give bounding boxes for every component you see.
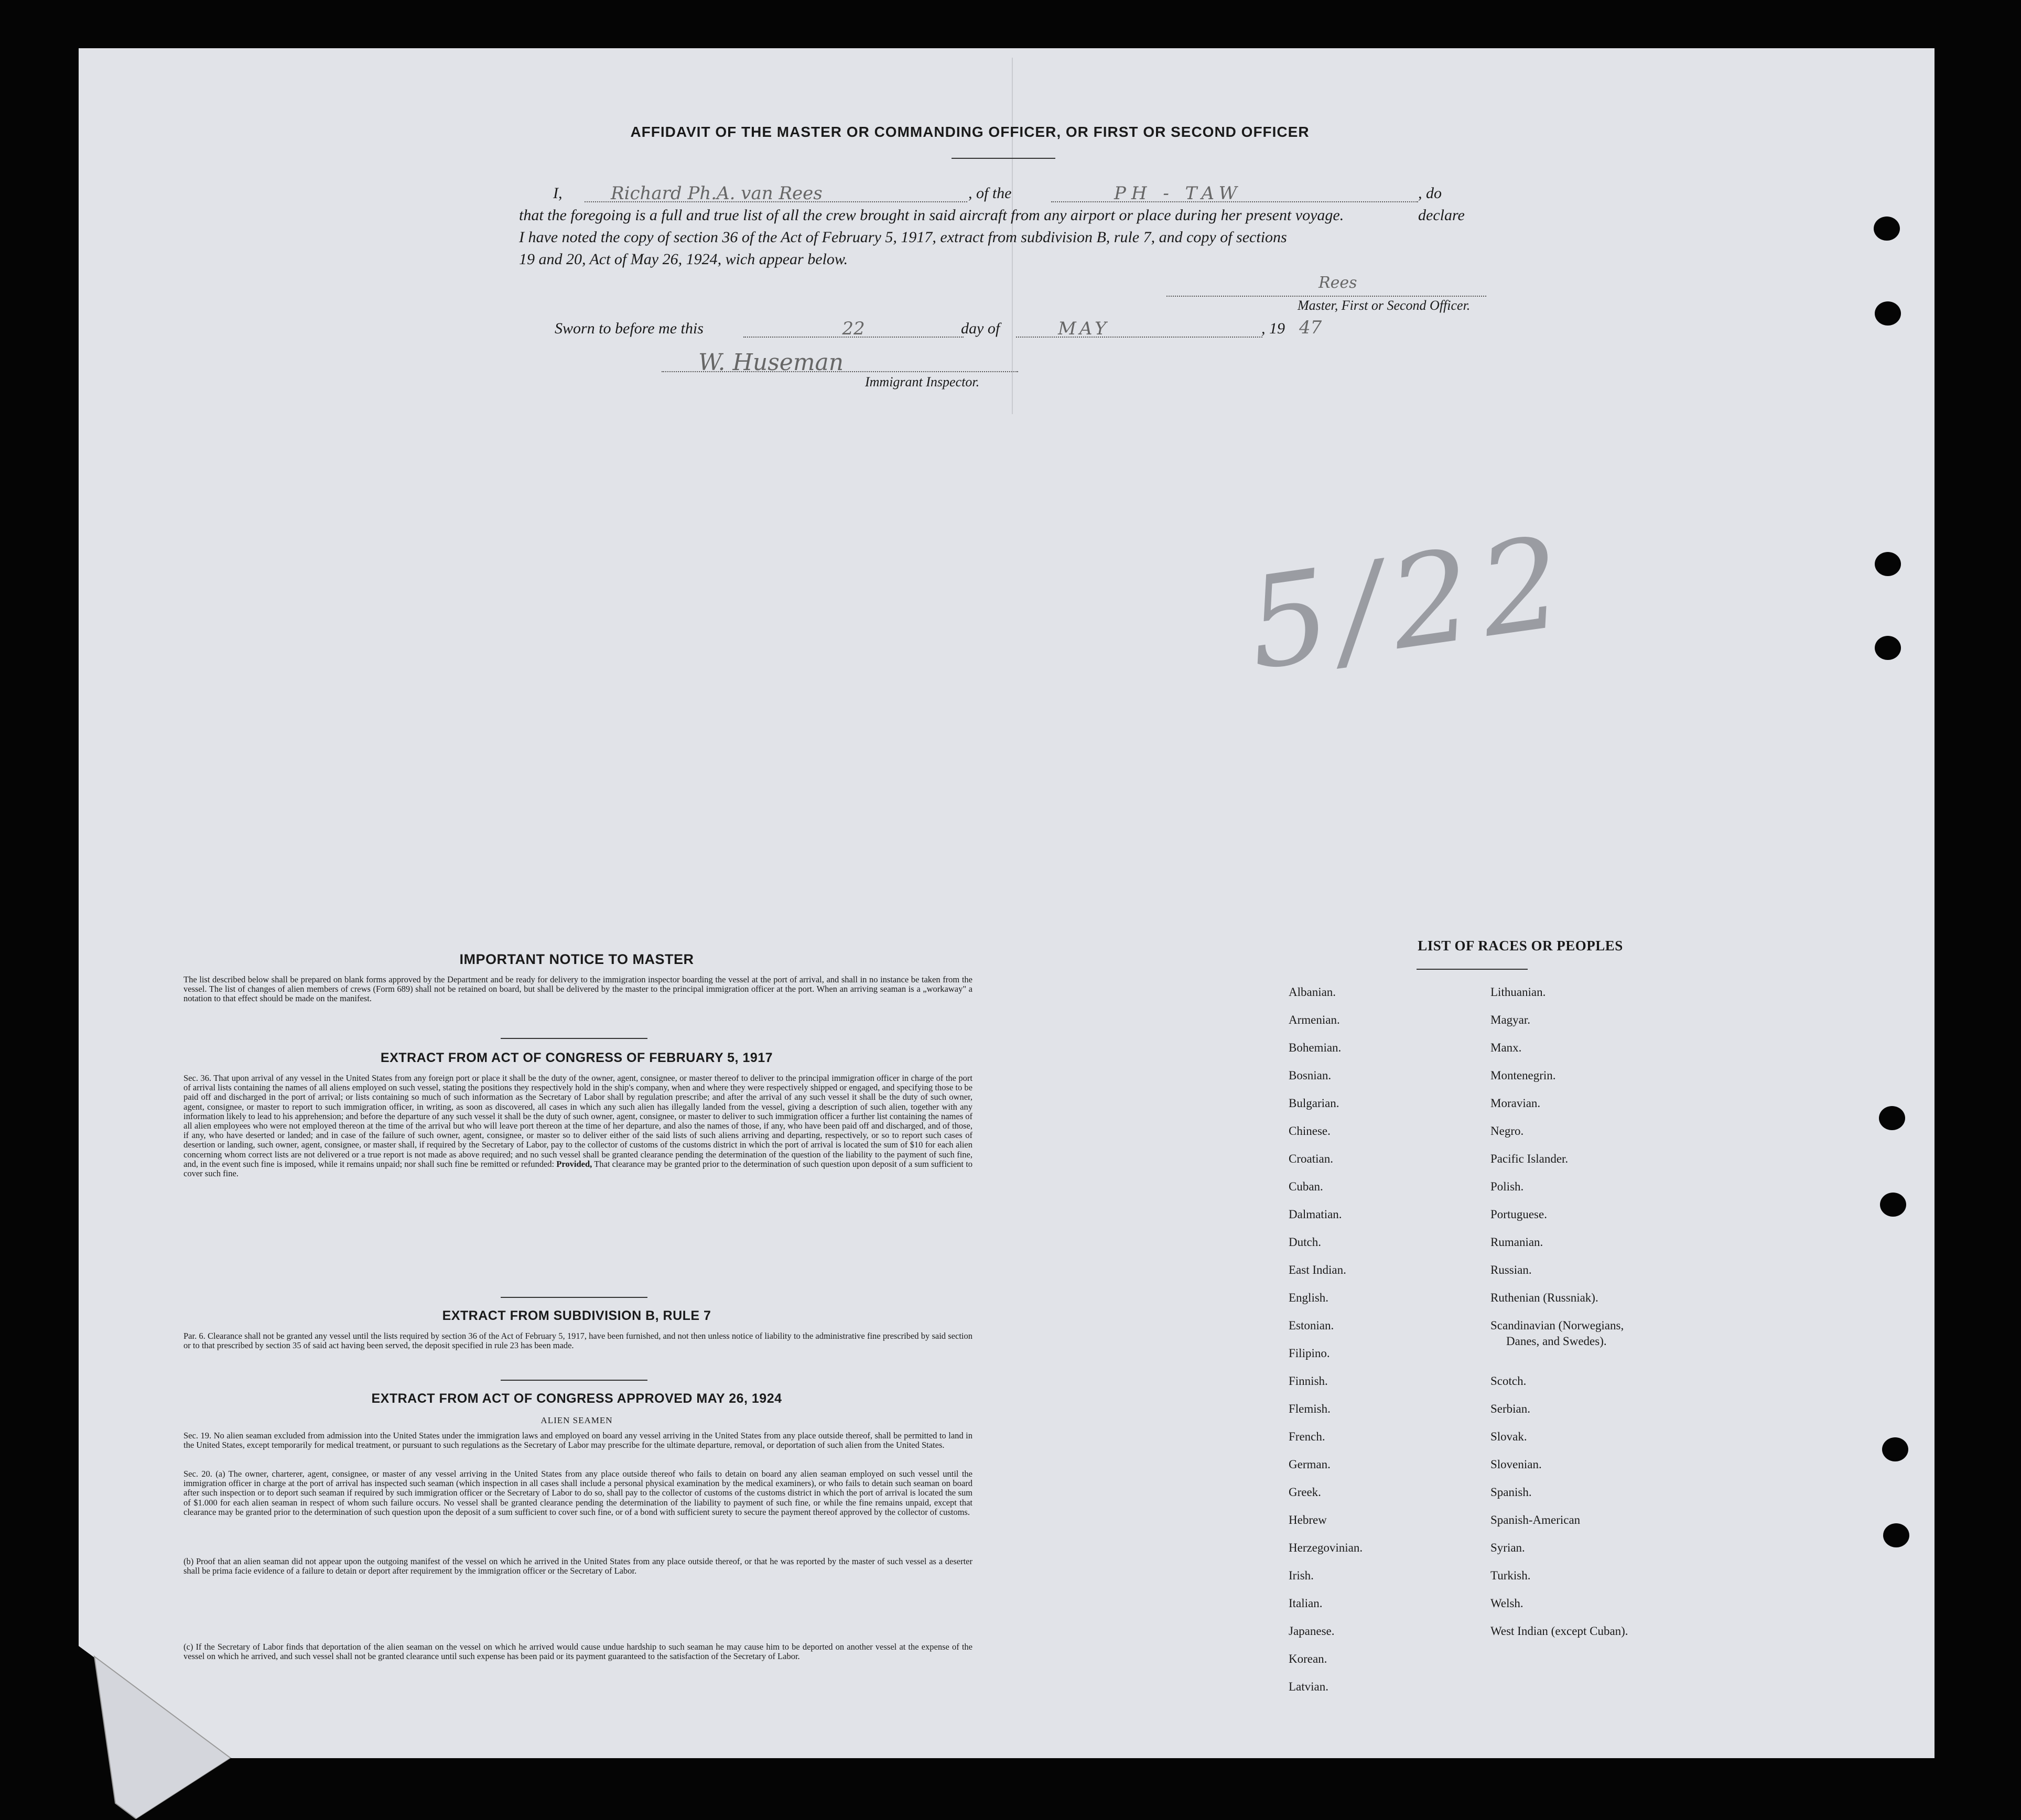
race-item: Bohemian. xyxy=(1289,1041,1342,1054)
race-item: Herzegovinian. xyxy=(1289,1541,1363,1554)
aircraft-handwritten: PH - TAW xyxy=(1114,183,1242,204)
act1917-title: EXTRACT FROM ACT OF CONGRESS OF FEBRUARY 5, 1917 xyxy=(380,1050,773,1065)
races-divider xyxy=(1417,969,1528,970)
binder-hole xyxy=(1879,1106,1905,1130)
inspector-signature: W. Huseman xyxy=(698,349,844,376)
race-item: Moravian. xyxy=(1490,1097,1541,1110)
race-item: Portuguese. xyxy=(1490,1208,1547,1221)
race-item: East Indian. xyxy=(1289,1263,1346,1276)
binder-hole xyxy=(1880,1193,1906,1217)
race-item: Dalmatian. xyxy=(1289,1208,1342,1221)
notice-title: IMPORTANT NOTICE TO MASTER xyxy=(459,951,694,967)
race-item: Lithuanian. xyxy=(1490,985,1546,999)
master-signature-line xyxy=(1166,274,1486,297)
race-item: Russian. xyxy=(1490,1263,1532,1276)
section-divider xyxy=(501,1297,647,1298)
master-name-field xyxy=(585,182,967,202)
race-item: Croatian. xyxy=(1289,1152,1333,1165)
sworn-line xyxy=(555,318,1341,342)
race-item: Rumanian. xyxy=(1490,1236,1543,1249)
race-item: Slovenian. xyxy=(1490,1458,1542,1471)
folded-corner xyxy=(79,1646,246,1819)
race-item: Turkish. xyxy=(1490,1569,1531,1582)
race-item: German. xyxy=(1289,1458,1331,1471)
race-item: Negro. xyxy=(1490,1124,1524,1138)
race-item: Spanish-American xyxy=(1490,1513,1581,1526)
race-item: English. xyxy=(1289,1291,1329,1304)
race-item: French. xyxy=(1289,1430,1325,1443)
act1924-subtitle: ALIEN SEAMEN xyxy=(541,1415,613,1425)
race-item: Japanese. xyxy=(1289,1624,1335,1638)
races-column-2 xyxy=(1490,985,1732,1667)
binder-hole xyxy=(1875,636,1901,660)
race-item: Welsh. xyxy=(1490,1597,1523,1610)
races-title: LIST OF RACES OR PEOPLES xyxy=(1418,938,1623,954)
race-item: Hebrew xyxy=(1289,1513,1327,1526)
race-item: Dutch. xyxy=(1289,1236,1321,1249)
binder-hole xyxy=(1875,552,1901,576)
provided-label: Provided, xyxy=(556,1158,592,1169)
binder-hole xyxy=(1874,216,1900,241)
year-prefix: , 19 xyxy=(1261,320,1285,337)
race-item: Irish. xyxy=(1289,1569,1314,1582)
inspector-caption: Immigrant Inspector. xyxy=(865,374,980,389)
act1924-sec20a: Sec. 20. (a) The owner, charterer, agent, consignee, or master of any vessel arriving in the United States from any place outside thereof who fails to detain on board any alien seaman employed on such vessel until the immigration officer in charge at the port of arrival has inspected such seaman (which inspection in all cases shall include a personal physical examination by the medical examiners), or who fails to detain such seaman on board after such inspection or to deport such seaman if required by such immigration officer or the Secretary of Labor to do so, shall pay to the collector of customs of the customs district in which the port of arrival is located the sum of $1.000 for each alien seaman in respect of whom such failure occurs. No vessel shall be granted clearance pending the determination of the liability to payment of such fine, or while the fine remains unpaid, except that clearance may be granted prior to the determination of such question upon the deposit of a sum sufficient to cover such fine, or of a bond with sufficient surety to secure the payment thereof approved by the collector of customs. xyxy=(183,1469,972,1517)
inspector-signature-line xyxy=(662,349,1018,376)
affidavit-line3: I have noted the copy of section 36 of the Act of February 5, 1917, extract from subdivision B, rule 7, and copy of sections xyxy=(519,229,1287,246)
affidavit-line2: that the foregoing is a full and true list of all the crew brought in said aircraft from any airport or place during her present voyage. xyxy=(519,207,1344,224)
section-divider xyxy=(501,1038,647,1039)
day-field xyxy=(743,318,964,338)
month-field xyxy=(1016,318,1262,338)
binder-hole xyxy=(1875,301,1901,326)
month-handwritten: MAY xyxy=(1058,318,1110,339)
races-column-1 xyxy=(1289,985,1477,1709)
day-of-label: day of xyxy=(961,320,1000,337)
race-item: Scotch. xyxy=(1490,1374,1527,1388)
race-item: Montenegrin. xyxy=(1490,1069,1556,1082)
affidavit-title: AFFIDAVIT OF THE MASTER OR COMMANDING OFFICER, OR FIRST OR SECOND OFFICER xyxy=(630,124,1310,140)
title-divider xyxy=(952,158,1055,159)
of-the-label: , of the xyxy=(968,185,1012,202)
race-item: Chinese. xyxy=(1289,1124,1331,1138)
race-item: Polish. xyxy=(1490,1180,1524,1193)
race-item: Korean. xyxy=(1289,1652,1327,1665)
declare-label: , do declare xyxy=(1418,185,1465,224)
race-item: Latvian. xyxy=(1289,1680,1328,1693)
year-handwritten: 47 xyxy=(1299,317,1322,338)
race-item: Pacific Islander. xyxy=(1490,1152,1569,1165)
act1917-text xyxy=(183,1074,972,1178)
race-item: Armenian. xyxy=(1289,1013,1340,1026)
section-divider xyxy=(501,1380,647,1381)
master-signature: Rees xyxy=(1318,274,1357,292)
act1924-sec19: Sec. 19. No alien seaman excluded from admission into the United States under the immigration laws and employed on board any vessel arriving in the United States from any place outside thereof, shall be permitted to land in the United States, except temporarily for medical treatment, or pursuant to such regulations as the Secretary of Labor may prescribe for the ultimate departure, removal, or deportation of such alien from the United States. xyxy=(183,1431,972,1450)
i-label: I, xyxy=(553,185,563,202)
race-item: Greek. xyxy=(1289,1486,1321,1499)
race-item: Flemish. xyxy=(1289,1402,1331,1415)
race-item: Filipino. xyxy=(1289,1347,1330,1360)
master-name-handwritten: Richard Ph.A. van Rees xyxy=(611,183,823,204)
master-caption: Master, First or Second Officer. xyxy=(1298,298,1471,313)
aircraft-field xyxy=(1051,182,1418,202)
act1924-title: EXTRACT FROM ACT OF CONGRESS APPROVED MAY 26, 1924 xyxy=(371,1391,782,1406)
act1917-body: Sec. 36. That upon arrival of any vessel in the United States from any foreign port or place it shall be the duty of the owner, agent, consignee, or master thereof to deliver to the principal immigration officer in charge of the port of arrival lists containing the names of all aliens employed on such vessel, stating the positions they respectively hold in the ship's company, when and where they were respectively shipped or engaged, and specifying those to be paid off and discharged in the port of arrival; or lists containing so much of such information as the Secretary of Labor shall by regulation prescribe; and after the arrival of any such vessel it shall be the duty of such owner, agent, consignee, or master to report to such immigration officer, in writing, as soon as discovered, all cases in which any such alien has illegally landed from the vessel, giving a description of such alien, together with any information likely to lead to his apprehension; and before the departure of any such vessel it shall be the duty of such owner, agent, consignee, or master to deliver to such immigration officer a further list containing the names of all alien employees who were not employed thereon at the time of the arrival but who will leave port thereon at the time of her departure, and also the names of those, if any, who have been paid off and discharged, and of those, if any, who have deserted or landed; and in case of the failure of such owner, agent, consignee, or master so to deliver either of the said lists of such aliens arriving and departing, respectively, or so to report such cases of desertion or landing, such owner, agent, consignee, or master shall, if required by the Secretary of Labor, pay to the collector of customs of the customs district in which the port of arrival is located the sum of $10 for each alien concerning whom correct lists are not delivered or a true report is not made as above required; and no such vessel shall be granted clearance pending the determination of the question of the liability to the payment of such fine, and, in the event such fine is imposed, while it remains unpaid; nor shall such fine be remitted or refunded: xyxy=(183,1073,972,1169)
notice-text: The list described below shall be prepared on blank forms approved by the Department and be ready for delivery to the immigration inspector boarding the vessel at the port of arrival, and shall in no instance be taken from the vessel. The list of changes of alien members of crews (Form 689) shall not be retained on board, but shall be delivered by the master to the principal immigration officer at the port. When an arriving seaman is a „workaway" a notation to that effect should be made on the manifest. xyxy=(183,974,972,1004)
race-item: Bosnian. xyxy=(1289,1069,1332,1082)
race-item: Scandinavian (Norwegians, xyxy=(1490,1319,1624,1332)
race-item: Bulgarian. xyxy=(1289,1097,1339,1110)
race-item: Danes, and Swedes). xyxy=(1506,1335,1607,1348)
race-item: Syrian. xyxy=(1490,1541,1525,1554)
race-item: Manx. xyxy=(1490,1041,1522,1054)
race-item: Slovak. xyxy=(1490,1430,1527,1443)
rule7-text: Par. 6. Clearance shall not be granted any vessel until the lists required by section 36 of the Act of February 5, 1917, have been furnished, and not then unless notice of liability to the administrative fine prescribed by said section or to that prescribed by section 35 of said act having been served, the deposit specified in rule 23 has been made. xyxy=(183,1331,972,1351)
race-item: Italian. xyxy=(1289,1597,1323,1610)
binder-hole xyxy=(1882,1437,1908,1461)
binder-hole xyxy=(1883,1523,1909,1547)
race-item: Serbian. xyxy=(1490,1402,1531,1415)
race-item: Ruthenian (Russniak). xyxy=(1490,1291,1598,1304)
race-item: Cuban. xyxy=(1289,1180,1323,1193)
race-item: West Indian (except Cuban). xyxy=(1490,1624,1628,1638)
act1924-sec20c: (c) If the Secretary of Labor finds that deportation of the alien seaman on the vessel on which he arrived would cause undue hardship to such seaman he may cause him to be deported on another vessel at the expense of the vessel on which he arrived, and such vessel shall not be granted clearance until such expense has been paid or its payment guaranteed to the satisfaction of the Secretary of Labor. xyxy=(183,1642,972,1662)
race-item: Albanian. xyxy=(1289,985,1336,999)
day-handwritten: 22 xyxy=(842,318,865,339)
race-item: Estonian. xyxy=(1289,1319,1334,1332)
sworn-label: Sworn to before me this xyxy=(555,320,704,337)
race-item: Spanish. xyxy=(1490,1486,1532,1499)
race-item: Magyar. xyxy=(1490,1013,1531,1026)
act1924-sec20b: (b) Proof that an alien seaman did not appear upon the outgoing manifest of the vessel on which he arrived in the United States from any place outside thereof, or that he was reported by the master of such vessel as a deserter shall be prima facie evidence of a failure to detain or deport after requirement by the immigration officer or the Secretary of Labor. xyxy=(183,1556,972,1576)
race-item: Finnish. xyxy=(1289,1374,1328,1388)
rule7-title: EXTRACT FROM SUBDIVISION B, RULE 7 xyxy=(442,1308,711,1323)
margin-note-handwritten: 5/22 xyxy=(1239,507,1581,698)
act1917-body-end: That clearance may be granted prior to the determination of such question upon deposit of a sum sufficient to cover such fine. xyxy=(183,1158,973,1179)
affidavit-line4: 19 and 20, Act of May 26, 1924, wich appear below. xyxy=(519,251,848,268)
